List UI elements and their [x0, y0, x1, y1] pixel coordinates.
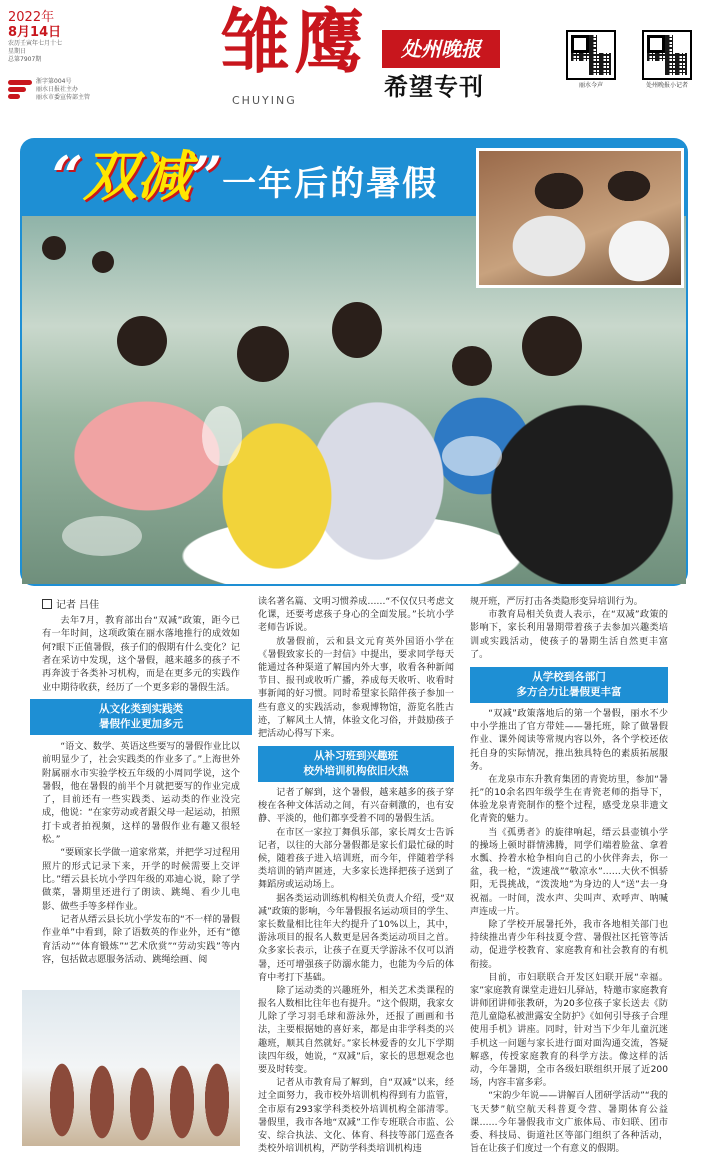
- paragraph: “双减”政策落地后的第一个暑假，丽水不少中小学推出了官方带娃——暑托班，除了做暑假作业、课外阅读等常规内容以外，各个学校还依托自身的实际情况，推出独具特色的素质拓展服务。: [470, 708, 668, 772]
- publisher-line: 浙字第004号: [36, 78, 72, 85]
- date-year: 2022年: [8, 10, 55, 25]
- paragraph: 记者了解到，这个暑假，越来越多的孩子穿梭在各种文体活动之间，有兴奋刺激的，也有安静、平淡的，他们都享受着不同的暑假生活。: [258, 788, 454, 825]
- subhead-line: 校外培训机构依旧火热: [303, 765, 409, 778]
- article-column-3: [470, 596, 668, 1156]
- issue-number: 总第7907期: [8, 56, 42, 63]
- headline-quote: 双减: [83, 144, 192, 208]
- newspaper-logo-icon: [8, 78, 34, 100]
- article-column-2: [258, 596, 454, 1156]
- square-bullet-icon: [42, 599, 52, 609]
- subhead-line: 暑假作业更加多元: [99, 717, 183, 730]
- qr-code-icon: [566, 30, 616, 80]
- paragraph: “要顾家长学做一道家常菜，并把学习过程用照片的形式记录下来，开学的时候需要上交评比。”缙云县长坑小学四年级的邓迪心说，除了学做菜，暑期里还进行了朗读、跳绳、看少儿电影、做些手等多样作业。: [42, 847, 240, 912]
- subhead-1: [30, 699, 252, 735]
- qr-label: 处州晚报小记者: [645, 82, 688, 89]
- paragraph: 除了运动类的兴趣班外，相关艺术类课程的报名人数相比往年也有提升。“这个假期，我家女儿除了学习羽毛球和游泳外，还报了画画和书法，主要根据她的喜好来，都是由非学科类的兴趣班，顺其自然就好。”家长林爱香的女儿下学期读四年级，她说，“双减”后，家长的思想观念也要及时转变。: [258, 985, 454, 1075]
- feature-headline: [52, 146, 462, 210]
- date-month-day: 8月14日: [8, 25, 62, 40]
- subhead-line: 从学校到各部门: [532, 670, 606, 683]
- inset-photo: [476, 148, 684, 288]
- headline-rest: 一年后的暑假: [222, 164, 439, 204]
- paragraph: 规开班，严厉打击各类隐形变异培训行为。: [470, 597, 643, 607]
- paragraph: 市教育局相关负责人表示，在“双减”政策的影响下，家长利用暑期带着孩子去参加兴趣类培训或实践活动，使孩子的暑期生活自然更丰富了。: [470, 610, 668, 660]
- publisher-info: [36, 78, 90, 102]
- paragraph: 当《孤勇者》的旋律响起，缙云县壶镇小学的操场上顿时群情沸腾，同学们端着脸盆、拿着水瓢、拎着水枪争相向自己的小伙伴奔去，你一盆，我一枪，“泼速战”“敬凉水”……大伙不惧骄阳，无畏挑战，“泼泼地”为身边的人“送”去一身祝福。一时间，泼水声、尖叫声、欢呼声、呐喊声连成一片。: [470, 827, 668, 917]
- paragraph: 放暑假前，云和县文元育英外国语小学在《暑假致家长的一封信》中提出，要求同学每天能通过各种渠道了解国内外大事，收看各种新闻节目、报刊或收听广播，养成每天收听、收看时事新闻的好习惯。同时希望家长陪伴孩子参加一些有意义的实践活动，参观博物馆，游览名胜古迹，了解风土人情，体验文化习俗，并鼓励孩子把活动心得写下来。: [258, 636, 454, 739]
- paragraph: 读名著名篇、文明习惯养成……“不仅仅只考虑文化课，还要考虑孩子身心的全面发展。”长坑小学老师告诉说。: [258, 597, 454, 634]
- qr-code-icon: [642, 30, 692, 80]
- qr-label: 丽水今声: [578, 82, 603, 89]
- qr-code-2[interactable]: [636, 30, 698, 89]
- date-weekday: 星期日: [8, 48, 27, 55]
- masthead-pinyin: CHUYING: [232, 94, 297, 107]
- special-edition-label: 希望专刊: [384, 73, 484, 101]
- paragraph: “语文、数学、英语这些要写的暑假作业比以前明显少了，社会实践类的作业多了。”上海世外附属丽水市实验学校五年级的小周同学说，这个暑假，他在暑假的前半个月就把要写的作业完成了，目前还有一些实践类、运动类的作业没完成，他说：“在家劳动或者跟父母一起运动，拍照打卡或者拍视频，这样的暑假作业有趣又很轻松。”: [42, 740, 240, 846]
- masthead-title: 雏鹰: [220, 0, 368, 83]
- paragraph: 记者从市教育局了解到，自“双减”以来，经过全面努力，我市校外培训机构得到有力监管，全市原有293家学科类校外培训机构全部清零。暑假里，我市各地“双减”工作专班联合市监、公安、综合执法、文化、体育、科技等部门巡查各类校外培训机构，严防学科类培训机构违: [258, 1078, 454, 1155]
- paragraph: 去年7月，教育部出台“双减”政策，距今已有一年时间，这项政策在丽水落地推行的成效如何?眼下正值暑假，孩子们的假期有什么变化？记者在采访中发现，这个暑假，越来越多的孩子不再奔波于各类补习机构，而是在更多元的实践作业中期待收获，经历了一个更多彩的暑假生活。: [42, 615, 240, 693]
- article-column-1: [42, 614, 240, 966]
- subhead-3: [470, 667, 668, 703]
- paragraph: “宋韵少年说——讲解百人团研学活动”“我的飞天梦”航空航天科普夏令营、暑期体育公益课……今年暑假我市文广旅体局、市妇联、团市委、科技局、街道社区等部门组织了各种活动，旨在让孩子们度过一个有意义的假期。: [470, 1091, 668, 1155]
- paragraph: 在市区一家拉丁舞俱乐部，家长周女士告诉记者，以往的大部分暑假都是家长们最忙碌的时候，随着孩子进入培训班，而今年，伴随着学科类培训的销声匿迹，大多家长选择把孩子送到了舞蹈房或运动场上。: [258, 827, 454, 891]
- paragraph: 据各类运动训练机构相关负责人介绍，受“双减”政策的影响，今年暑假报名运动项目的学生、家长数量相比往年大约提升了10%以上，其中，游泳项目的报名人数更是居各类运动项目之首。众多家长表示，让孩子在夏天学游泳不仅可以消暑，还可增强孩子防溺水能力，也能为今后的体育中考打下基础。: [258, 893, 454, 983]
- publisher-line: 丽水日报社主办: [36, 86, 79, 93]
- subhead-2: [258, 746, 454, 782]
- dance-class-photo: [22, 990, 240, 1146]
- subhead-line: 从文化类到实践类: [99, 702, 183, 715]
- subhead-line: 多方合力让暑假更丰富: [516, 685, 622, 698]
- date-lunar: 农历壬寅年七月十七: [8, 40, 63, 47]
- paragraph: 在龙泉市东升教育集团的青瓷坊里，参加“暑托”的10余名四年级学生在青瓷老师的指导下，体验龙泉青瓷制作的整个过程，感受龙泉非遗文化青瓷的魅力。: [470, 774, 668, 825]
- paragraph: 记者从缙云县长坑小学发布的“不一样的暑假作业单”中看到，除了语数英的作业外，还有“德育活动”“体育锻炼”“艺术欣赏”“劳动实践”等内容，包括做志愿服务活动、跳绳绘画、阅: [42, 913, 240, 965]
- paragraph: 目前，市妇联联合开发区妇联开展“幸福。家”家庭教育课堂走进妇儿驿站，特邀市家庭教育讲师团讲师张教研，为20多位孩子家长送去《防范儿童隐私被泄露安全防护》《如何引导孩子合理使用手机》讲座。同时，针对当下少年儿童沉迷手机这一问题与家长进行面对面沟通交流，答疑解惑，传授家庭教育的科学方法。像这样的活动，今年暑期，全市各级妇联组织开展了近200场，内容丰富多彩。: [470, 972, 668, 1089]
- subhead-line: 从补习班到兴趣班: [314, 750, 398, 763]
- headline-quote-wrap: “双减”: [52, 144, 223, 208]
- byline-text: 记者 吕佳: [56, 600, 100, 611]
- byline: [42, 596, 99, 611]
- paragraph: 除了学校开展暑托外，我市各地相关部门也持续推出青少年科技夏令营、暑假社区托管等活动，促进学校教育、家庭教育和社会教育的有机衔接。: [470, 919, 668, 970]
- publisher-line: 丽水市委宣传部主管: [36, 94, 91, 101]
- date-block: [8, 10, 100, 64]
- qr-code-1[interactable]: [566, 30, 616, 89]
- paper-logo: 处州晚报: [382, 30, 500, 68]
